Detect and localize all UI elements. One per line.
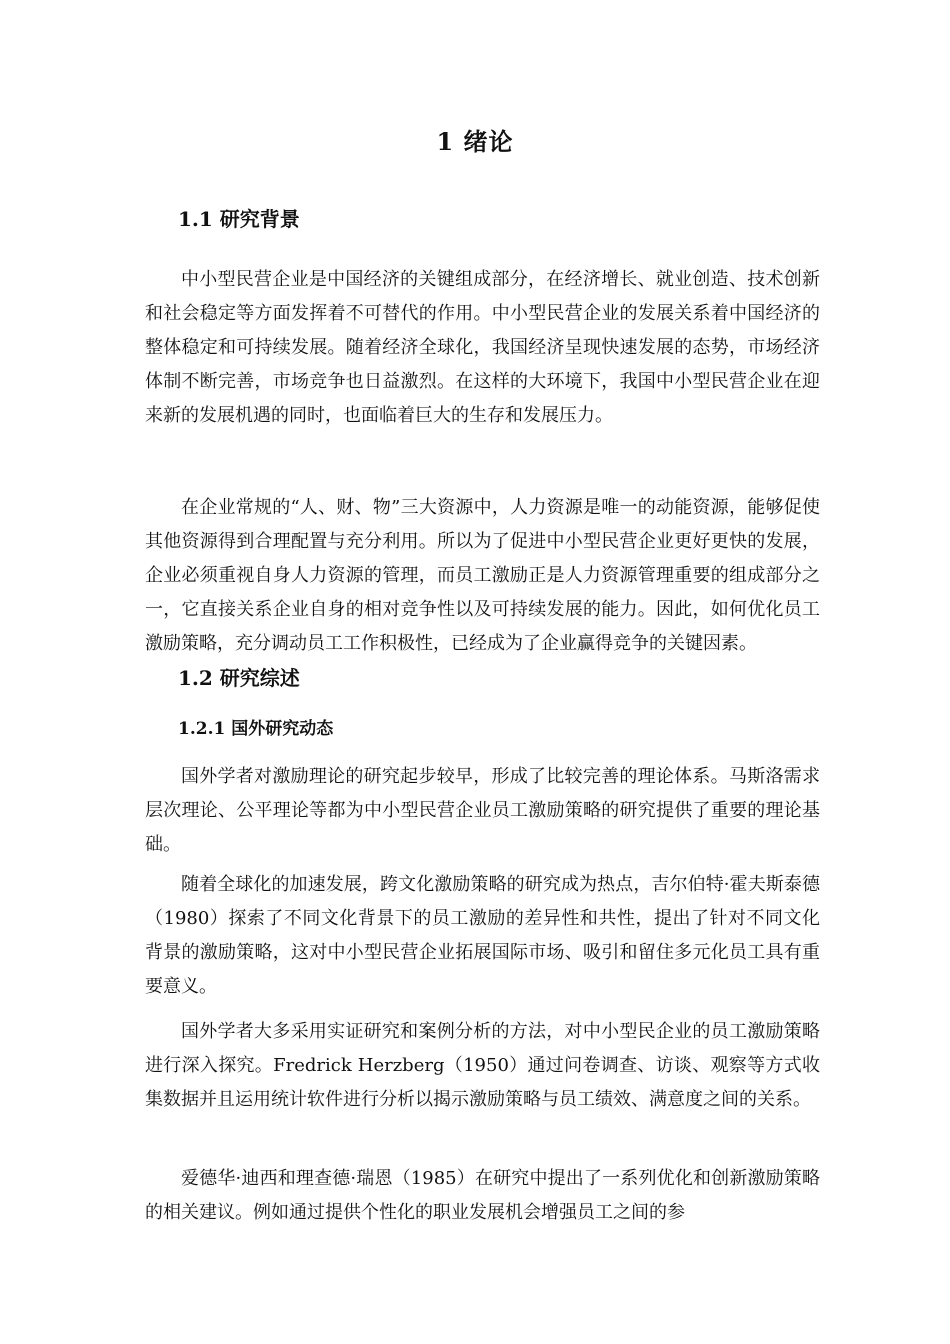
paragraph-foreign-1: 国外学者对激励理论的研究起步较早，形成了比较完善的理论体系。马斯洛需求层次理论、公平理论等都为中小型民营企业员工激励策略的研究提供了重要的理论基础。 [145, 766, 820, 855]
paragraph-background-2: 在企业常规的“人、财、物”三大资源中，人力资源是唯一的动能资源，能够促使其他资源得到合理配置与充分利用。所以为了促进中小型民营企业更好更快的发展，企业必须重视自身人力资源的管理，而员工激励正是人力资源管理重要的组成部分之一，它直接关系企业自身的相对竞争性以及可持续发展的能力。因此，如何优化员工激励策略，充分调动员工工作积极性，已经成为了企业赢得竞争的关键因素。 [145, 497, 820, 654]
chapter-title: 1 绪论 [436, 127, 514, 156]
subsection-heading-1-2-1: 1.2.1 国外研究动态 [178, 719, 334, 739]
paragraph-foreign-2: 随着全球化的加速发展，跨文化激励策略的研究成为热点，吉尔伯特·霍夫斯泰德（1980）探索了不同文化背景下的员工激励的差异性和共性，提出了针对不同文化背景的激励策略，这对中小型民营企业拓展国际市场、吸引和留住多元化员工具有重要意义。 [145, 874, 820, 997]
section-heading-1-1: 1.1 研究背景 [178, 207, 300, 231]
paragraph-foreign-3: 国外学者大多采用实证研究和案例分析的方法，对中小型民企业的员工激励策略进行深入探究。Fredrick Herzberg（1950）通过问卷调查、访谈、观察等方式收集数据并且运用统计软件进行分析以揭示激励策略与员工绩效、满意度之间的关系。 [145, 1021, 820, 1110]
section-heading-1-2: 1.2 研究综述 [178, 666, 300, 690]
paragraph-background-1: 中小型民营企业是中国经济的关键组成部分，在经济增长、就业创造、技术创新和社会稳定等方面发挥着不可替代的作用。中小型民营企业的发展关系着中国经济的整体稳定和可持续发展。随着经济全球化，我国经济呈现快速发展的态势，市场经济体制不断完善，市场竞争也日益激烈。在这样的大环境下，我国中小型民营企业在迎来新的发展机遇的同时，也面临着巨大的生存和发展压力。 [145, 269, 820, 426]
paragraph-foreign-4: 爱德华·迪西和理查德·瑞恩（1985）在研究中提出了一系列优化和创新激励策略的相关建议。例如通过提供个性化的职业发展机会增强员工之间的参 [145, 1168, 820, 1223]
